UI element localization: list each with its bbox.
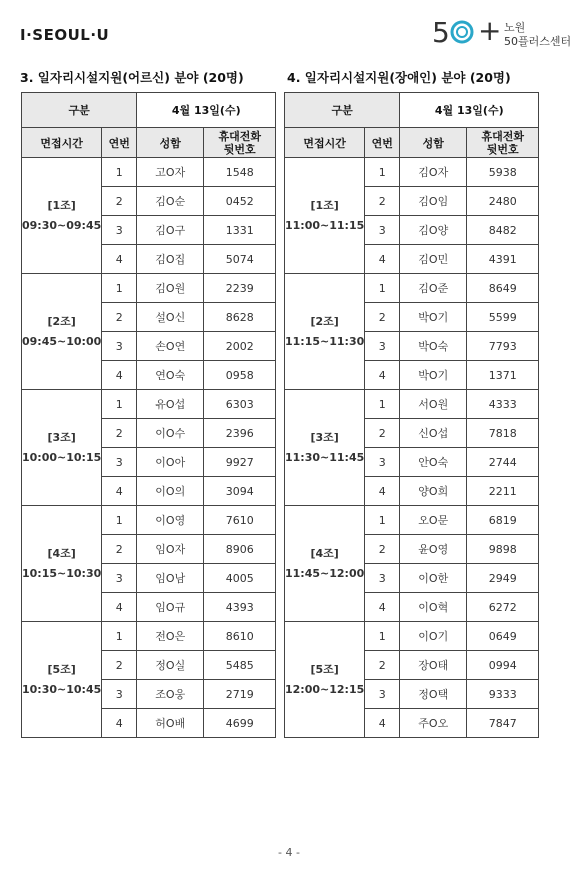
cell-no: 4 bbox=[102, 593, 137, 622]
cell-no: 4 bbox=[365, 593, 400, 622]
cell-no: 2 bbox=[102, 535, 137, 564]
group-cell bbox=[285, 506, 365, 622]
cell-phone: 8610 bbox=[204, 622, 276, 651]
cell-no: 1 bbox=[102, 274, 137, 303]
cell-name: 박O기 bbox=[400, 303, 467, 332]
cell-phone: 2744 bbox=[467, 448, 539, 477]
header-phone-line1: 휴대전화 bbox=[218, 129, 261, 143]
table-row bbox=[285, 274, 539, 303]
cell-phone: 8649 bbox=[467, 274, 539, 303]
header-date: 4월 13일(수) bbox=[400, 93, 539, 128]
cell-name: 임O남 bbox=[137, 564, 204, 593]
cell-phone: 0958 bbox=[204, 361, 276, 390]
cell-name: 이O기 bbox=[400, 622, 467, 651]
cell-phone: 0649 bbox=[467, 622, 539, 651]
group-time: 09:30~09:45 bbox=[22, 218, 102, 232]
group-label: [3조] bbox=[47, 430, 76, 444]
cell-name: 김O자 bbox=[400, 158, 467, 187]
cell-name: 김O구 bbox=[137, 216, 204, 245]
cell-no: 2 bbox=[102, 651, 137, 680]
group-label: [4조] bbox=[310, 546, 339, 560]
cell-name: 주O오 bbox=[400, 709, 467, 738]
cell-name: 손O연 bbox=[137, 332, 204, 361]
cell-no: 2 bbox=[102, 419, 137, 448]
header-phone bbox=[204, 128, 276, 158]
cell-phone: 2719 bbox=[204, 680, 276, 709]
schedule-table-disabled bbox=[284, 92, 539, 738]
group-cell bbox=[22, 622, 102, 738]
group-cell bbox=[22, 390, 102, 506]
group-label: [3조] bbox=[310, 430, 339, 444]
cell-name: 임O규 bbox=[137, 593, 204, 622]
cell-phone: 2211 bbox=[467, 477, 539, 506]
cell-name: 이O의 bbox=[137, 477, 204, 506]
seoul-logo: I·SEOUL·U bbox=[20, 26, 110, 44]
header-phone-line2: 뒷번호 bbox=[486, 142, 519, 156]
cell-name: 김O준 bbox=[400, 274, 467, 303]
cell-no: 2 bbox=[365, 651, 400, 680]
cell-name: 김O순 bbox=[137, 187, 204, 216]
group-cell bbox=[22, 506, 102, 622]
cell-phone: 2239 bbox=[204, 274, 276, 303]
cell-no: 4 bbox=[102, 245, 137, 274]
group-cell bbox=[22, 274, 102, 390]
cell-name: 유O섭 bbox=[137, 390, 204, 419]
header-phone bbox=[467, 128, 539, 158]
header-date: 4월 13일(수) bbox=[137, 93, 276, 128]
header-phone-line2: 뒷번호 bbox=[223, 142, 256, 156]
table-row bbox=[285, 622, 539, 651]
page-number: - 4 - bbox=[278, 846, 300, 859]
cell-name: 이O아 bbox=[137, 448, 204, 477]
schedule-table-seniors bbox=[21, 92, 276, 738]
cell-phone: 3094 bbox=[204, 477, 276, 506]
header-time: 면접시간 bbox=[22, 128, 102, 158]
header-name: 성함 bbox=[400, 128, 467, 158]
table-row bbox=[22, 622, 276, 651]
cell-phone: 2396 bbox=[204, 419, 276, 448]
group-time: 11:15~11:30 bbox=[285, 334, 365, 348]
cell-phone: 5074 bbox=[204, 245, 276, 274]
center-logo bbox=[432, 16, 572, 52]
cell-phone: 1548 bbox=[204, 158, 276, 187]
cell-no: 1 bbox=[365, 390, 400, 419]
cell-name: 임O자 bbox=[137, 535, 204, 564]
cell-name: 정O실 bbox=[137, 651, 204, 680]
cell-name: 이O혁 bbox=[400, 593, 467, 622]
header-time: 면접시간 bbox=[285, 128, 365, 158]
cell-no: 1 bbox=[365, 274, 400, 303]
cell-name: 이O수 bbox=[137, 419, 204, 448]
cell-no: 2 bbox=[102, 187, 137, 216]
logo-line2: 50플러스센터 bbox=[504, 35, 572, 48]
cell-name: 정O택 bbox=[400, 680, 467, 709]
table-row bbox=[22, 158, 276, 187]
logo-ring-icon bbox=[450, 20, 474, 44]
cell-phone: 4393 bbox=[204, 593, 276, 622]
cell-no: 3 bbox=[102, 448, 137, 477]
cell-phone: 7793 bbox=[467, 332, 539, 361]
group-time: 10:00~10:15 bbox=[22, 450, 102, 464]
cell-no: 4 bbox=[365, 709, 400, 738]
cell-phone: 7610 bbox=[204, 506, 276, 535]
cell-no: 3 bbox=[102, 216, 137, 245]
cell-no: 4 bbox=[102, 477, 137, 506]
group-label: [2조] bbox=[47, 314, 76, 328]
section-title-3: 3. 일자리시설지원(어르신) 분야 (20명) bbox=[20, 70, 244, 85]
table-row bbox=[22, 390, 276, 419]
cell-name: 허O배 bbox=[137, 709, 204, 738]
cell-phone: 9927 bbox=[204, 448, 276, 477]
cell-no: 3 bbox=[365, 332, 400, 361]
cell-phone: 4699 bbox=[204, 709, 276, 738]
cell-name: 김O민 bbox=[400, 245, 467, 274]
cell-no: 2 bbox=[365, 303, 400, 332]
group-cell bbox=[22, 158, 102, 274]
cell-name: 장O태 bbox=[400, 651, 467, 680]
cell-no: 4 bbox=[102, 709, 137, 738]
cell-phone: 2002 bbox=[204, 332, 276, 361]
group-cell bbox=[285, 274, 365, 390]
cell-no: 4 bbox=[365, 361, 400, 390]
cell-phone: 8482 bbox=[467, 216, 539, 245]
cell-name: 김O임 bbox=[400, 187, 467, 216]
cell-name: 오O문 bbox=[400, 506, 467, 535]
cell-phone: 9333 bbox=[467, 680, 539, 709]
cell-phone: 0994 bbox=[467, 651, 539, 680]
group-time: 09:45~10:00 bbox=[22, 334, 102, 348]
cell-name: 이O한 bbox=[400, 564, 467, 593]
cell-name: 전O은 bbox=[137, 622, 204, 651]
table-row bbox=[22, 274, 276, 303]
group-cell bbox=[285, 390, 365, 506]
group-time: 11:00~11:15 bbox=[285, 218, 365, 232]
cell-no: 3 bbox=[102, 680, 137, 709]
group-time: 10:15~10:30 bbox=[22, 566, 102, 580]
cell-no: 3 bbox=[365, 564, 400, 593]
header-name: 성함 bbox=[137, 128, 204, 158]
cell-no: 2 bbox=[365, 187, 400, 216]
group-time: 10:30~10:45 bbox=[22, 682, 102, 696]
cell-phone: 5599 bbox=[467, 303, 539, 332]
cell-no: 4 bbox=[365, 245, 400, 274]
group-cell bbox=[285, 158, 365, 274]
cell-no: 1 bbox=[365, 158, 400, 187]
cell-no: 3 bbox=[102, 564, 137, 593]
cell-phone: 4005 bbox=[204, 564, 276, 593]
table-row bbox=[285, 158, 539, 187]
cell-no: 3 bbox=[365, 448, 400, 477]
cell-phone: 5938 bbox=[467, 158, 539, 187]
cell-phone: 7818 bbox=[467, 419, 539, 448]
table-row bbox=[285, 506, 539, 535]
cell-no: 2 bbox=[365, 535, 400, 564]
cell-phone: 0452 bbox=[204, 187, 276, 216]
header-group: 구분 bbox=[285, 93, 400, 128]
cell-phone: 4333 bbox=[467, 390, 539, 419]
group-label: [1조] bbox=[47, 198, 76, 212]
cell-name: 연O숙 bbox=[137, 361, 204, 390]
cell-name: 김O원 bbox=[137, 274, 204, 303]
cell-phone: 4391 bbox=[467, 245, 539, 274]
cell-no: 2 bbox=[102, 303, 137, 332]
cell-no: 1 bbox=[365, 506, 400, 535]
cell-no: 3 bbox=[365, 680, 400, 709]
group-cell bbox=[285, 622, 365, 738]
cell-phone: 5485 bbox=[204, 651, 276, 680]
group-time: 12:00~12:15 bbox=[285, 682, 365, 696]
cell-name: 김O집 bbox=[137, 245, 204, 274]
cell-no: 1 bbox=[102, 390, 137, 419]
cell-name: 고O자 bbox=[137, 158, 204, 187]
cell-no: 2 bbox=[365, 419, 400, 448]
cell-no: 1 bbox=[102, 158, 137, 187]
cell-name: 서O원 bbox=[400, 390, 467, 419]
cell-phone: 8628 bbox=[204, 303, 276, 332]
cell-name: 김O양 bbox=[400, 216, 467, 245]
group-time: 11:45~12:00 bbox=[285, 566, 365, 580]
logo-plus: + bbox=[478, 14, 502, 47]
cell-phone: 2949 bbox=[467, 564, 539, 593]
header-group: 구분 bbox=[22, 93, 137, 128]
cell-no: 4 bbox=[365, 477, 400, 506]
table-row bbox=[285, 390, 539, 419]
header-no: 연번 bbox=[102, 128, 137, 158]
group-time: 11:30~11:45 bbox=[285, 450, 365, 464]
cell-phone: 2480 bbox=[467, 187, 539, 216]
cell-name: 윤O영 bbox=[400, 535, 467, 564]
header-no: 연번 bbox=[365, 128, 400, 158]
cell-no: 1 bbox=[365, 622, 400, 651]
cell-phone: 7847 bbox=[467, 709, 539, 738]
cell-phone: 9898 bbox=[467, 535, 539, 564]
cell-phone: 6272 bbox=[467, 593, 539, 622]
cell-phone: 8906 bbox=[204, 535, 276, 564]
header-phone-line1: 휴대전화 bbox=[481, 129, 524, 143]
section-title-4: 4. 일자리시설지원(장애인) 분야 (20명) bbox=[287, 70, 511, 85]
logo-line1: 노원 bbox=[504, 21, 526, 34]
cell-phone: 6819 bbox=[467, 506, 539, 535]
cell-name: 박O숙 bbox=[400, 332, 467, 361]
group-label: [5조] bbox=[47, 662, 76, 676]
cell-no: 1 bbox=[102, 506, 137, 535]
cell-name: 박O기 bbox=[400, 361, 467, 390]
table-row bbox=[22, 506, 276, 535]
cell-no: 3 bbox=[365, 216, 400, 245]
cell-name: 설O신 bbox=[137, 303, 204, 332]
cell-no: 3 bbox=[102, 332, 137, 361]
cell-name: 양O희 bbox=[400, 477, 467, 506]
cell-no: 1 bbox=[102, 622, 137, 651]
cell-name: 안O숙 bbox=[400, 448, 467, 477]
cell-phone: 6303 bbox=[204, 390, 276, 419]
group-label: [4조] bbox=[47, 546, 76, 560]
cell-name: 이O영 bbox=[137, 506, 204, 535]
group-label: [5조] bbox=[310, 662, 339, 676]
logo-number: 5 bbox=[432, 16, 450, 49]
cell-phone: 1331 bbox=[204, 216, 276, 245]
cell-no: 4 bbox=[102, 361, 137, 390]
cell-name: 신O섭 bbox=[400, 419, 467, 448]
group-label: [1조] bbox=[310, 198, 339, 212]
cell-phone: 1371 bbox=[467, 361, 539, 390]
cell-name: 조O웅 bbox=[137, 680, 204, 709]
group-label: [2조] bbox=[310, 314, 339, 328]
